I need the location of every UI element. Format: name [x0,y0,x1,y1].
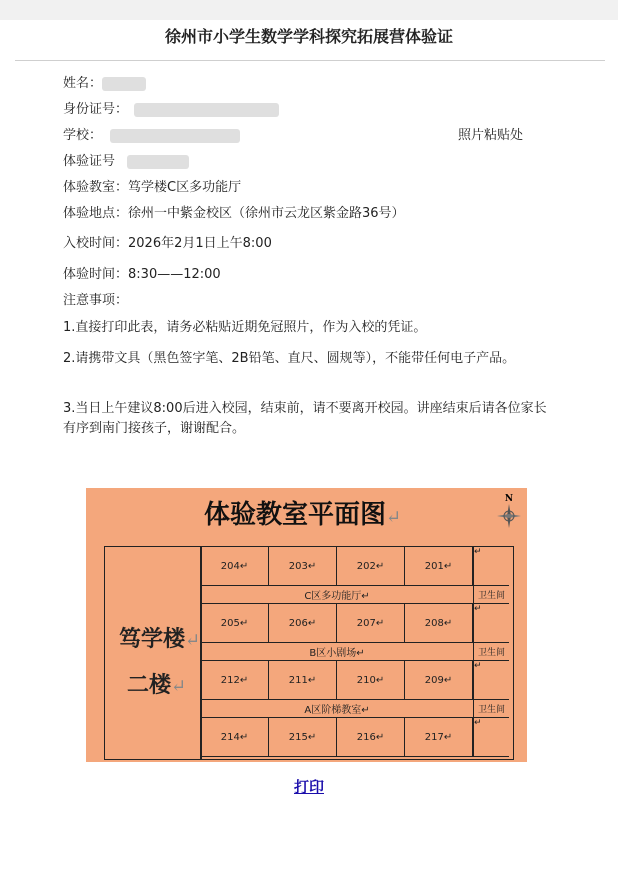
room-row [63,176,241,195]
id-row [63,98,279,117]
building-label: 笃学楼↵ 二楼↵ [119,626,201,698]
classroom-205: 205↵ [201,604,269,643]
classroom-210: 210↵ [337,661,405,700]
school-row [63,124,240,143]
name-label: 姓名： [63,76,103,91]
corner-cell: ↵ [473,604,509,643]
hall-label: B区小剧场↵ [201,643,473,661]
id-label: 身份证号： [63,102,129,117]
cert-redacted [127,155,189,169]
svg-text:N: N [504,494,514,504]
hall-label: C区多功能厅↵ [201,586,473,604]
note-2: 2.请携带文具（黑色签字笔、2B铅笔、直尺、圆规等），不能带任何电子产品。 [63,351,516,366]
photo-placeholder-label: 照片粘贴处 [458,128,524,143]
time-label: 体验时间： [63,267,129,282]
classroom-211: 211↵ [269,661,337,700]
place-label: 体验地点： [63,206,129,221]
name-redacted [102,77,146,91]
classroom-216: 216↵ [337,718,405,757]
classroom-204: 204↵ [201,547,269,586]
floor-plan-grid [200,546,514,760]
print-link[interactable]: 打印 [293,778,324,796]
classroom-215: 215↵ [269,718,337,757]
school-label: 学校： [63,128,103,143]
classroom-214: 214↵ [201,718,269,757]
cert-label: 体验证号 [63,154,116,169]
cert-row [63,150,189,169]
restroom-label: 卫生间 [473,700,509,718]
restroom-label: 卫生间 [473,586,509,604]
name-row [63,72,146,91]
room-value: 笃学楼C区多功能厅 [128,180,242,195]
note-3: 3.当日上午建议8:00后进入校园，结束前，请不要离开校园。讲座结束后请各位家长有序到南门接孩子，谢谢配合。 [63,401,547,436]
corner-cell: ↵ [473,547,509,586]
room-label: 体验教室： [63,180,129,195]
classroom-208: 208↵ [405,604,473,643]
classroom-206: 206↵ [269,604,337,643]
page-title: 徐州市小学生数学学科探究拓展营体验证 [164,27,453,46]
classroom-201: 201↵ [405,547,473,586]
entry-value: 2026年2月1日上午8:00 [128,236,272,251]
id-redacted [134,103,279,117]
corner-cell: ↵ [473,661,509,700]
classroom-209: 209↵ [405,661,473,700]
corner-cell: ↵ [473,718,509,757]
divider [15,60,605,61]
classroom-202: 202↵ [337,547,405,586]
floor-plan-image [86,488,527,762]
building-block [104,546,202,760]
entry-row [63,232,272,251]
entry-label: 入校时间： [63,236,129,251]
hall-label: A区阶梯教室↵ [201,700,473,718]
school-redacted [110,129,240,143]
classroom-217: 217↵ [405,718,473,757]
place-row [63,202,405,221]
place-value: 徐州一中紫金校区（徐州市云龙区紫金路36号） [128,206,405,221]
floor-plan-title: 体验教室平面图↵ [204,500,402,530]
time-row [63,263,221,282]
note-1: 1.直接打印此表，请务必粘贴近期免冠照片，作为入校的凭证。 [63,320,427,335]
notes-label: 注意事项： [63,293,129,308]
classroom-207: 207↵ [337,604,405,643]
classroom-203: 203↵ [269,547,337,586]
print-area [0,776,618,797]
restroom-label: 卫生间 [473,643,509,661]
compass-icon [494,492,524,532]
browser-top-bar [0,0,618,20]
time-value: 8:30——12:00 [128,267,221,282]
classroom-212: 212↵ [201,661,269,700]
